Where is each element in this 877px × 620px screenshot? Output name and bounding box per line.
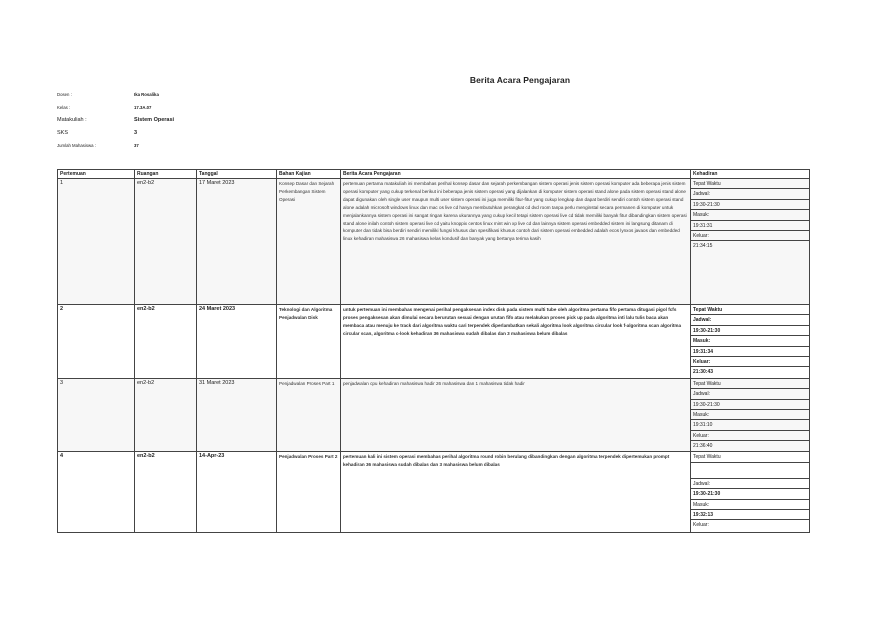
cell-pertemuan: 1: [58, 179, 135, 305]
cell-ruangan: en2-b2: [135, 305, 197, 379]
cell-bahan-kajian: Konsep Dasar dan Sejarah Perkembangan Sistem Operasi: [277, 179, 341, 305]
col-header-pertemuan: Pertemuan: [58, 170, 135, 179]
col-header-bahan-kajian: Bahan Kajian: [277, 170, 341, 179]
kehadiran-line: 19:31:31: [691, 221, 809, 231]
cell-tanggal: 17 Maret 2023: [197, 179, 277, 305]
kehadiran-line: Tepat Waktu: [691, 179, 809, 189]
cell-kehadiran: [691, 378, 810, 452]
info-row-dosen: [57, 90, 317, 103]
kehadiran-line: 21:30:43: [693, 369, 714, 376]
table-row: [58, 305, 810, 379]
cell-kehadiran: [691, 179, 810, 305]
info-row-jumlah-mahasiswa: [57, 141, 317, 154]
cell-berita-acara: pertemuan pertama matakuliah ini membahas perihal konsep dasar dan sejarah perkembangan sistem operasi jenis sistem operasi komputer ada beberapa jenis sistem operasi komputer yang cukup terkenal berikut ini beberapa jenis sistem operasi yang dijalankan di komputer sistem operasi stand alone pada sistem operasi stand alone dapat digunakan oleh single user maupun multi user sistem operasi ini juga memiliki fitur-fitur yang cukup lengkap dan dapat berdiri sendiri contoh sistem operasi stand alone adalah microsoft windows linux dan mac os live cd hanya membutuhkan perangkat cd dvd room tanpa perlu menginstal secara permanen di komputer untuk menjalankannya sistem operasi ini sangat ringan karena ukurannya yang cukup kecil tetapi sistem operasi live cd tidak memiliki banyak fitur dibandingkan sistem operasi stand alone inilah contoh sistem operasi live cd yaitu knoppix centos linux mint win xp live cd dan lainnya sistem operasi embedded sistem ini langsung ditanam di komputer dan tidak bisa berdiri sendiri memiliki fungsi khusus dan spesifikasi khusus contoh dari sistem operasi embedded adalah ecos lynxos javaos dan embedded linux kehadiran mahasiswa 26 mahasiswa kelas kondusif dan banyak yang bertanya terima kasih: [341, 179, 691, 305]
cell-pertemuan: 3: [58, 378, 135, 452]
cell-berita-acara: penjadwalan cpu kehadiran mahasiswa hadir 26 mahasiswa dan 1 mahasiswa tidak hadir: [341, 378, 691, 452]
info-value: 37: [134, 142, 139, 148]
info-label: Kelas :: [57, 104, 71, 110]
kehadiran-line: Keluar:: [693, 522, 709, 529]
kehadiran-line: Jadwal:: [691, 315, 809, 325]
cell-ruangan: en2-b2: [135, 378, 197, 452]
cell-ruangan: en2-b2: [135, 452, 197, 533]
table-row: [58, 378, 810, 452]
info-label: Dosen :: [57, 92, 72, 97]
attendance-table: [57, 169, 810, 533]
cell-pertemuan: 4: [58, 452, 135, 533]
cell-tanggal: 14-Apr-23: [197, 452, 277, 533]
kehadiran-line: Jadwal:: [691, 479, 809, 489]
kehadiran-line: [691, 463, 809, 479]
kehadiran-line: Masuk:: [691, 336, 809, 346]
cell-kehadiran: [691, 305, 810, 379]
kehadiran-line: 19:30-21:30: [691, 326, 809, 336]
cell-kehadiran: [691, 452, 810, 533]
kehadiran-line: Tepat Waktu: [691, 452, 809, 462]
table-header-row: [58, 170, 810, 179]
cell-bahan-kajian: Penjadwalan Proses Part 1: [277, 378, 341, 452]
kehadiran-line: Tepat Waktu: [691, 379, 809, 389]
cell-ruangan: en2-b2: [135, 179, 197, 305]
col-header-berita-acara: Berita Acara Pengajaran: [341, 170, 691, 179]
col-header-ruangan: Ruangan: [135, 170, 197, 179]
kehadiran-line: Keluar:: [691, 431, 809, 441]
kehadiran-line: 19:31:10: [691, 420, 809, 430]
info-value: Ika Rosalika: [134, 92, 159, 97]
kehadiran-line: 21:36:40: [693, 443, 713, 450]
col-header-kehadiran: Kehadiran: [691, 170, 810, 179]
kehadiran-line: 19:31:34: [691, 347, 809, 357]
info-row-matakuliah: [57, 115, 317, 128]
course-info: [57, 90, 317, 153]
kehadiran-line: Keluar:: [691, 231, 809, 241]
info-value: 17.3A.07: [134, 104, 152, 110]
table-row: [58, 179, 810, 305]
info-label: Matakuliah :: [57, 117, 87, 124]
table-row: [58, 452, 810, 533]
cell-berita-acara: pertemuan kali ini sistem operasi membahas perihal algoritma round robin berulang dibandingkan dengan algoritma terpendek dipertemukan prompt kehadiran 36 mahasiswa sudah dibalas dan 3 mahasiswa belum dibalas: [341, 452, 691, 533]
col-header-tanggal: Tanggal: [197, 170, 277, 179]
info-value: Sistem Operasi: [134, 117, 175, 124]
cell-tanggal: 24 Maret 2023: [197, 305, 277, 379]
kehadiran-line: Keluar:: [691, 357, 809, 367]
kehadiran-line: Masuk:: [691, 410, 809, 420]
kehadiran-line: Masuk:: [691, 210, 809, 220]
info-row-sks: [57, 128, 317, 141]
kehadiran-line: 19:30-21:30: [691, 400, 809, 410]
cell-bahan-kajian: Penjadwalan Proses Part 2: [277, 452, 341, 533]
info-value: 3: [134, 130, 138, 137]
kehadiran-line: 19:30-21:30: [691, 200, 809, 210]
kehadiran-line: Jadwal:: [691, 189, 809, 199]
kehadiran-line: Jadwal:: [691, 389, 809, 399]
info-row-kelas: [57, 103, 317, 116]
info-label: Jumlah Mahasiswa :: [57, 142, 96, 148]
info-label: SKS: [57, 130, 69, 137]
kehadiran-line: Masuk:: [691, 500, 809, 510]
kehadiran-line: 21:34:15: [693, 243, 713, 250]
cell-pertemuan: 2: [58, 305, 135, 379]
page-title: Berita Acara Pengajaran: [469, 75, 571, 85]
cell-berita-acara: untuk pertemuan ini membahas mengenai perihal pengaksesan index disk pada sistem multi tube oleh algoritma pertama fifo pertama ditugasi pigol fcfs proses pengaksesan akan dimulai secara berurutan sesuai dengan urutan fifo atau melakukan proses pick up pada algoritma inti lalu tulis baca akan membaca atau menuju ke track dari algoritma waktu cari terpendek diperlambatkan sekali algoritma look algoritma circular look f-algoritma scan algoritma circular scan, algoritma c-look kehadiran 36 mahasiswa sudah dibalas dan 3 mahasiswa belum dibalas: [341, 305, 691, 379]
kehadiran-line: Tepat Waktu: [691, 305, 809, 315]
cell-tanggal: 31 Maret 2023: [197, 378, 277, 452]
kehadiran-line: 19:32:13: [691, 510, 809, 520]
kehadiran-line: 19:30-21:30: [691, 489, 809, 499]
cell-bahan-kajian: Teknologi dan Algoritma Penjadwalan Disk: [277, 305, 341, 379]
